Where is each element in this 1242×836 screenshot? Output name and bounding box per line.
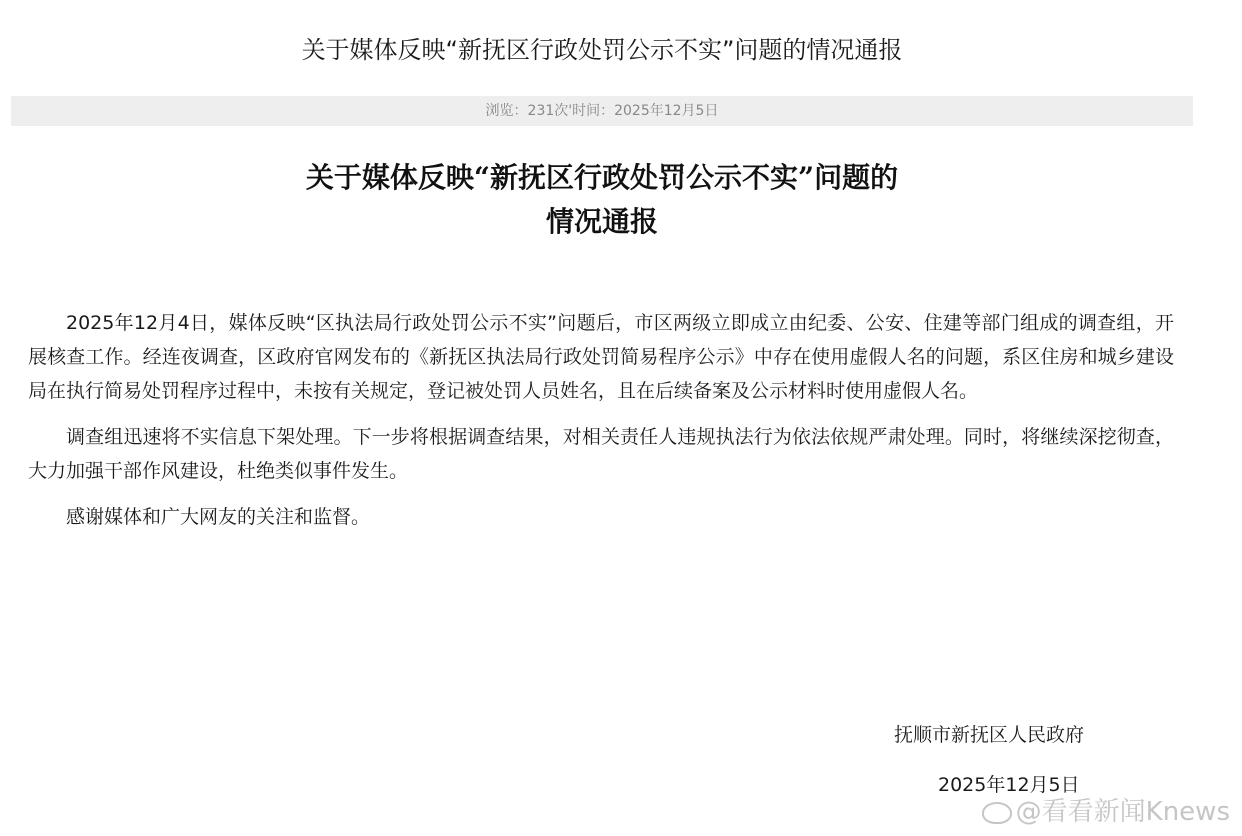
paragraph: 2025年12月4日，媒体反映“区执法局行政处罚公示不实”问题后，市区两级立即成立由纪委、公安、住建等部门组成的调查组，开展核查工作。经连夜调查，区政府官网发布的《新抚区执法局行政处罚简易程序公示》中存在使用虚假人名的问题，系区住房和城乡建设局在执行简易处罚程序过程中，未按有关规定，登记被处罚人员姓名，且在后续备案及公示材料时使用虚假人名。 xyxy=(28,312,1174,402)
watermark-text: @看看新闻Knews xyxy=(1015,797,1230,827)
view-count-and-date: 浏览：231次'时间：2025年12月5日 xyxy=(485,103,719,119)
meta-info-bar xyxy=(11,96,1193,126)
heading-line-2: 情况通报 xyxy=(545,205,658,238)
watermark xyxy=(982,791,1230,828)
heading-line-1: 关于媒体反映“新抚区行政处罚公示不实”问题的 xyxy=(305,161,899,194)
signature-date: 2025年12月5日 xyxy=(938,774,1080,796)
paragraph: 调查组迅速将不实信息下架处理。下一步将根据调查结果，对相关责任人违规执法行为依法依规严肃处理。同时，将继续深挖彻查，大力加强干部作风建设，杜绝类似事件发生。 xyxy=(28,426,1174,482)
page-title: 关于媒体反映“新抚区行政处罚公示不实”问题的情况通报 xyxy=(301,36,903,64)
signature-block xyxy=(894,718,1114,802)
document-body xyxy=(28,306,1174,546)
document-heading xyxy=(0,156,1204,244)
weibo-icon xyxy=(982,802,1012,824)
signature-organization: 抚顺市新抚区人民政府 xyxy=(894,724,1085,746)
paragraph: 感谢媒体和广大网友的关注和监督。 xyxy=(66,506,371,528)
